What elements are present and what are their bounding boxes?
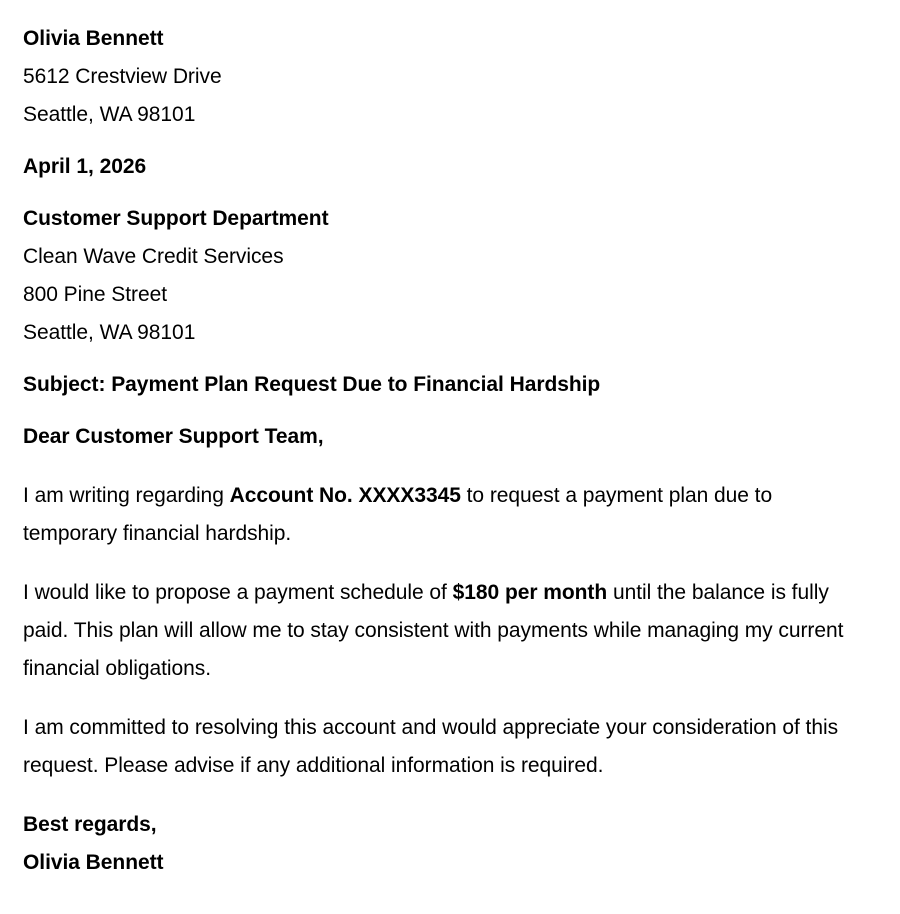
- sender-name: Olivia Bennett: [23, 27, 164, 50]
- letter-date: April 1, 2026: [23, 155, 147, 178]
- account-number-emphasis: Account No. XXXX3345: [229, 484, 461, 507]
- subject-block: [23, 366, 860, 404]
- recipient-street: 800 Pine Street: [23, 283, 168, 306]
- paragraph-1-text: [23, 477, 860, 553]
- recipient-company: Clean Wave Credit Services: [23, 245, 284, 268]
- paragraph-2-after: until the balance is fully paid. This plan will allow me to stay consistent with payments while managing my current financial obligations.: [23, 581, 844, 680]
- monthly-amount-emphasis: $180 per month: [452, 581, 608, 604]
- body-paragraph-3: [23, 709, 860, 785]
- subject-line: Subject: Payment Plan Request Due to Financial Hardship: [23, 373, 601, 396]
- paragraph-2-before: I would like to propose a payment schedule of: [23, 581, 453, 604]
- recipient-city-state-zip: Seattle, WA 98101: [23, 321, 196, 344]
- paragraph-1-after: to request a payment plan due to temporary financial hardship.: [23, 484, 773, 545]
- paragraph-3-text: I am committed to resolving this account and would appreciate your consideration of this request. Please advise if any additional information is required.: [23, 716, 839, 777]
- paragraph-1-before: I am writing regarding: [23, 484, 230, 507]
- sender-city-state-zip: Seattle, WA 98101: [23, 103, 196, 126]
- paragraph-2-text: [23, 574, 860, 688]
- body-paragraph-2: [23, 574, 860, 688]
- sender-street: 5612 Crestview Drive: [23, 65, 222, 88]
- recipient-department: Customer Support Department: [23, 207, 329, 230]
- recipient-address-block: [23, 200, 860, 352]
- closing-block: [23, 806, 860, 882]
- signature-name: Olivia Bennett: [23, 851, 164, 874]
- body-paragraph-1: [23, 477, 860, 553]
- sender-address-block: [23, 20, 860, 134]
- salutation: Dear Customer Support Team,: [23, 425, 324, 448]
- valediction: Best regards,: [23, 813, 157, 836]
- salutation-block: [23, 418, 860, 456]
- date-block: [23, 148, 860, 186]
